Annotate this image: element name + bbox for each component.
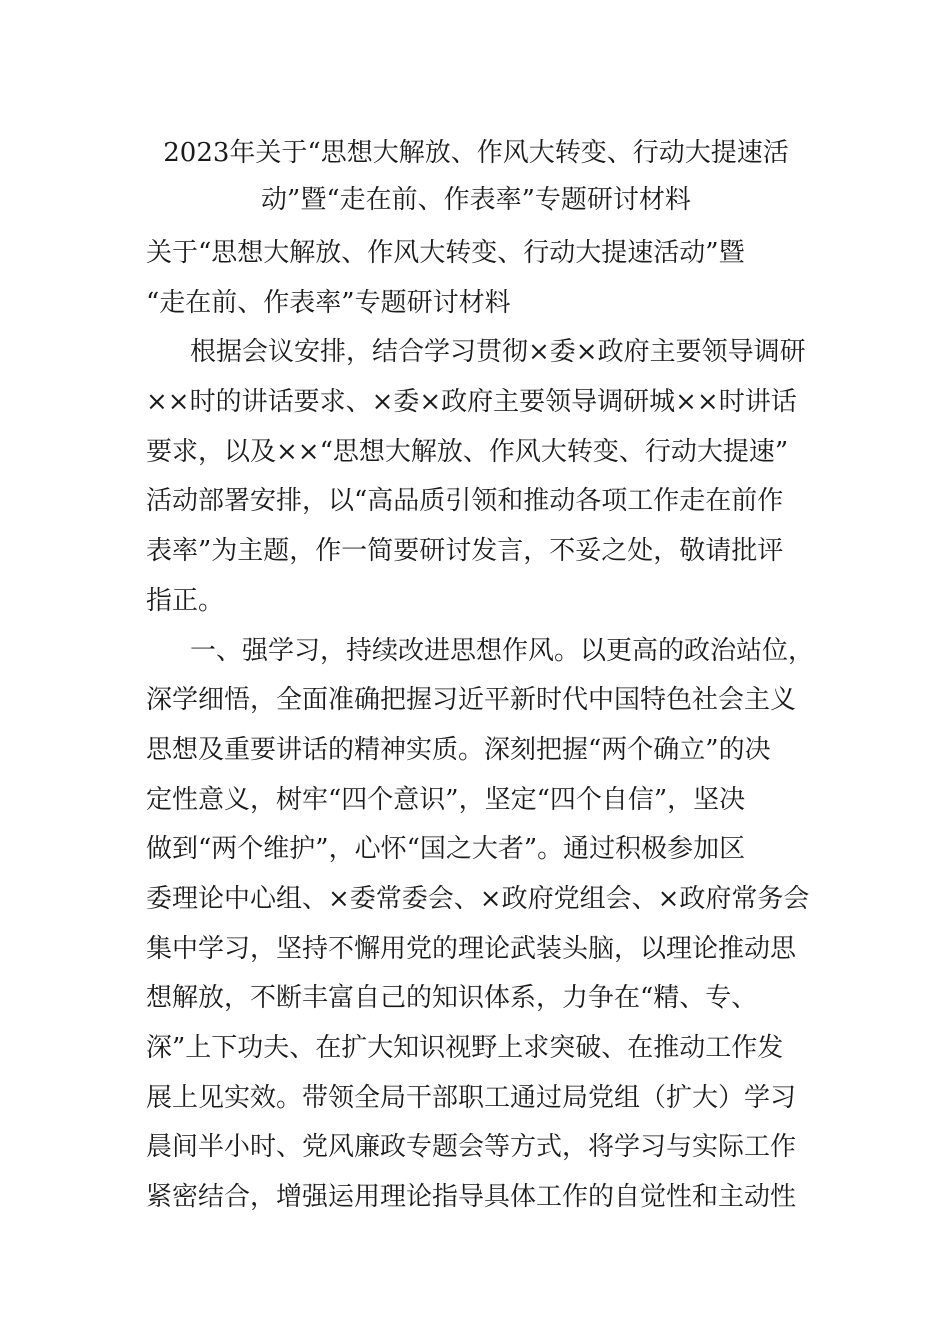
body-line: 集中学习，坚持不懈用党的理论武装头脑，以理论推动思 bbox=[146, 933, 797, 964]
title-line-2: 动”暨“走在前、作表率”专题研讨材料 bbox=[261, 185, 691, 215]
body-line: 活动部署安排，以“高品质引领和推动各项工作走在前作 bbox=[146, 486, 784, 517]
body-line: 思想及重要讲话的精神实质。深刻把握“两个确立”的决 bbox=[146, 734, 771, 765]
body-line: 紧密结合，增强运用理论指导具体工作的自觉性和主动性 bbox=[146, 1182, 797, 1213]
body-line: ××时的讲话要求、×委×政府主要领导调研城××时讲话 bbox=[146, 387, 797, 418]
body-line: 深学细悟，全面准确把握习近平新时代中国特色社会主义 bbox=[146, 685, 797, 716]
body-line: “走在前、作表率”专题研讨材料 bbox=[146, 287, 511, 318]
body-line: 晨间半小时、党风廉政专题会等方式，将学习与实际工作 bbox=[146, 1132, 797, 1163]
paragraph-start-line: 根据会议安排，结合学习贯彻×委×政府主要领导调研 bbox=[190, 337, 806, 368]
body-line: 关于“思想大解放、作风大转变、行动大提速活动”暨 bbox=[146, 238, 745, 268]
body-line: 定性意义，树牢“四个意识”，坚定“四个自信”，坚决 bbox=[146, 784, 746, 815]
body-line: 深”上下功夫、在扩大知识视野上求突破、在推动工作发 bbox=[146, 1033, 784, 1063]
body-line: 表率”为主题，作一简要研讨发言，不妥之处，敬请批评 bbox=[146, 536, 784, 567]
paragraph-start-line: 一、强学习，持续改进思想作风。以更高的政治站位， bbox=[190, 635, 815, 666]
title-line-1: 2023年关于“思想大解放、作风大转变、行动大提速活 bbox=[163, 138, 789, 168]
body-line: 展上见实效。带领全局干部职工通过局党组（扩大）学习 bbox=[146, 1082, 797, 1113]
body-line: 想解放，不断丰富自己的知识体系，力争在“精、专、 bbox=[146, 983, 758, 1014]
body-line: 要求，以及××“思想大解放、作风大转变、行动大提速” bbox=[146, 436, 789, 467]
body-line: 做到“两个维护”，心怀“国之大者”。通过积极参加区 bbox=[146, 834, 746, 865]
body-line: 指正。 bbox=[146, 585, 225, 616]
document-title bbox=[146, 130, 806, 224]
document-body bbox=[146, 229, 815, 1223]
body-line: 委理论中心组、×委常委会、×政府党组会、×政府常务会 bbox=[146, 883, 810, 914]
